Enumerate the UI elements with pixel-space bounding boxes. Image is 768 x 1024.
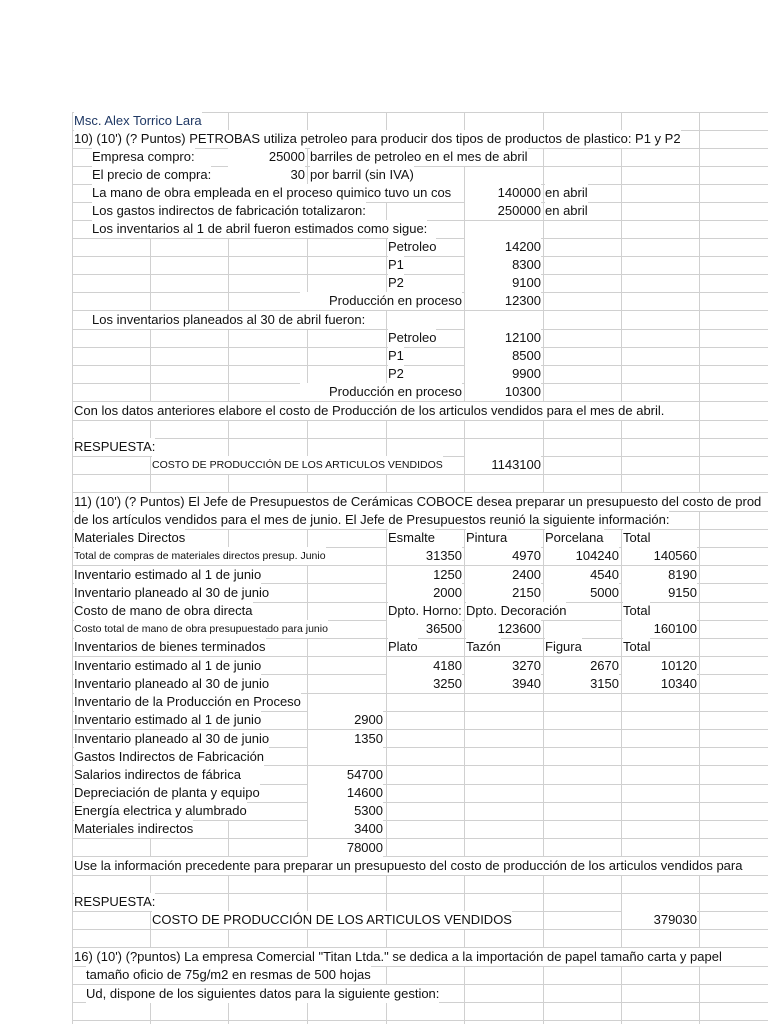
grid-row — [72, 893, 768, 912]
column-header: Tazón — [466, 639, 501, 654]
cell-value: 2670 — [544, 657, 619, 675]
grid-row — [72, 929, 768, 948]
column-header: Porcelana — [545, 530, 604, 545]
cell-label: Los inventarios planeados al 30 de abril fueron: — [92, 312, 366, 327]
column-header: Total — [623, 603, 651, 618]
problem-16-title: 16) (10') (?puntos) La empresa Comercial "Titan Ltda." se dedica a la importación de papel tamaño carta y papel — [74, 949, 722, 964]
cell-value: 140000 — [465, 184, 541, 202]
cell-value: 10340 — [622, 675, 697, 693]
cell-text: en abril — [545, 203, 588, 218]
section-label: Inventario de la Producción en Proceso — [74, 694, 301, 709]
cell-value: 4180 — [387, 657, 462, 675]
inventory-value: 12300 — [465, 292, 541, 310]
inventory-value: 12100 — [465, 329, 541, 347]
cell-value: 10120 — [622, 657, 697, 675]
inventory-label: P2 — [388, 366, 404, 381]
grid-row — [72, 875, 768, 894]
cell-value: 14600 — [308, 784, 383, 802]
inventory-value: 8300 — [465, 256, 541, 274]
cell-value: 160100 — [622, 620, 697, 638]
inventory-label: Producción en proceso — [300, 383, 462, 401]
author-name: Msc. Alex Torrico Lara — [74, 113, 202, 128]
cell-label: Los inventarios al 1 de abril fueron estimados como sigue: — [92, 221, 428, 236]
grid-row — [72, 256, 768, 275]
row-label: Inventario estimado al 1 de junio — [74, 658, 262, 673]
problem-11-title: 11) (10') (? Puntos) El Jefe de Presupuestos de Cerámicas COBOCE desea preparar un presupuesto del costo de prod — [74, 494, 762, 509]
cell-value: 3250 — [387, 675, 462, 693]
inventory-value: 9100 — [465, 274, 541, 292]
instruction: Con los datos anteriores elabore el costo de Producción de los articulos vendidos para el mes de abril. — [74, 403, 665, 418]
answer-label: COSTO DE PRODUCCIÓN DE LOS ARTICULOS VENDIDOS — [152, 456, 443, 474]
answer-label: COSTO DE PRODUCCIÓN DE LOS ARTICULOS VENDIDOS — [152, 912, 512, 927]
column-header: Figura — [545, 639, 582, 654]
grid-row — [72, 438, 768, 457]
row-label: Inventario planeado al 30 de junio — [74, 676, 270, 691]
problem-16-line: tamaño oficio de 75g/m2 en resmas de 500 hojas — [86, 967, 371, 982]
column-header: Esmalte — [388, 530, 435, 545]
cell-value: 3940 — [465, 675, 541, 693]
grid-row — [72, 420, 768, 439]
grid-row — [72, 1020, 768, 1024]
column-header: Pintura — [466, 530, 508, 545]
inventory-label: Producción en proceso — [300, 292, 462, 310]
cell-label: Empresa compro: — [92, 149, 195, 164]
section-label: Materiales Directos — [74, 530, 186, 545]
cell-value: 31350 — [387, 547, 462, 565]
inventory-label: P1 — [388, 348, 404, 363]
cell-value: 1250 — [387, 566, 462, 584]
cell-value: 250000 — [465, 202, 541, 220]
column-header: Dpto. Horno: — [388, 602, 464, 620]
cell-value: 3400 — [308, 820, 383, 838]
section-label: Costo de mano de obra directa — [74, 603, 253, 618]
row-label: Materiales indirectos — [74, 821, 194, 836]
row-label: Total de compras de materiales directos presup. Junio — [74, 547, 326, 565]
cell-value: 3150 — [544, 675, 619, 693]
cell-value: 5000 — [544, 584, 619, 602]
cell-value: 4540 — [544, 566, 619, 584]
cell-value: 4970 — [465, 547, 541, 565]
cell-value: 2900 — [308, 711, 383, 729]
row-label: Energía electrica y alumbrado — [74, 803, 247, 818]
cell-label: Los gastos indirectos de fabricación totalizaron: — [92, 203, 366, 218]
grid-row — [72, 838, 768, 857]
grid-row — [72, 474, 768, 493]
inventory-value: 9900 — [465, 365, 541, 383]
cell-value: 123600 — [465, 620, 541, 638]
cell-value: 9150 — [622, 584, 697, 602]
problem-16-line: Ud, dispone de los siguientes datos para la siguiente gestion: — [86, 986, 440, 1001]
cell-value: 54700 — [308, 766, 383, 784]
inventory-label: Petroleo — [388, 330, 437, 345]
cell-value: 36500 — [387, 620, 462, 638]
row-label: Inventario planeado al 30 de junio — [74, 585, 270, 600]
answer-value: 379030 — [622, 911, 697, 929]
inventory-label: P2 — [388, 275, 404, 290]
grid-row — [72, 347, 768, 366]
cell-value: 104240 — [544, 547, 619, 565]
inventory-label: Petroleo — [388, 239, 437, 254]
problem-11-title-cont: de los artículos vendidos para el mes de junio. El Jefe de Presupuestos reunió la siguiente información: — [74, 512, 670, 527]
cell-value: 5300 — [308, 802, 383, 820]
row-label: Salarios indirectos de fábrica — [74, 767, 241, 782]
row-label: Inventario estimado al 1 de junio — [74, 567, 262, 582]
column-header: Total — [623, 530, 651, 545]
column-header: Plato — [388, 639, 418, 654]
respuesta-label: RESPUESTA: — [74, 894, 156, 909]
section-label: Gastos Indirectos de Fabricación — [74, 749, 265, 764]
column-header: Total — [623, 639, 651, 654]
cell-text: en abril — [545, 185, 588, 200]
grid-row — [72, 1002, 768, 1021]
row-label: Inventario planeado al 30 de junio — [74, 731, 270, 746]
cell-value: 1350 — [308, 730, 383, 748]
section-label: Inventarios de bienes terminados — [74, 639, 266, 654]
row-label: Costo total de mano de obra presupuestado para junio — [74, 620, 328, 638]
problem-10-title: 10) (10') (? Puntos) PETROBAS utiliza petroleo para producir dos tipos de productos de plastico: P1 y P2 — [74, 131, 681, 146]
inventory-label: P1 — [388, 257, 404, 272]
cell-value: 25000 — [228, 148, 305, 166]
row-label: Inventario estimado al 1 de junio — [74, 712, 262, 727]
row-label: Depreciación de planta y equipo — [74, 785, 260, 800]
inventory-value: 10300 — [465, 383, 541, 401]
cell-label: El precio de compra: — [92, 167, 212, 182]
instruction: Use la información precedente para preparar un presupuesto del costo de producción de los articulos vendidos para — [74, 858, 743, 873]
cell-value: 30 — [228, 166, 305, 184]
cell-text: barriles de petroleo en el mes de abril — [310, 149, 528, 164]
cell-value: 140560 — [622, 547, 697, 565]
cell-label: La mano de obra empleada en el proceso quimico tuvo un cos — [92, 184, 464, 202]
cell-text: por barril (sin IVA) — [310, 167, 414, 182]
cell-value: 2150 — [465, 584, 541, 602]
total-value: 78000 — [308, 839, 383, 857]
grid-row — [72, 365, 768, 384]
inventory-value: 14200 — [465, 238, 541, 256]
cell-value: 2000 — [387, 584, 462, 602]
cell-value: 3270 — [465, 657, 541, 675]
inventory-value: 8500 — [465, 347, 541, 365]
column-header: Dpto. Decoración — [466, 603, 567, 618]
cell-value: 2400 — [465, 566, 541, 584]
grid-row — [72, 274, 768, 293]
cell-value: 8190 — [622, 566, 697, 584]
answer-value: 1143100 — [465, 456, 541, 474]
respuesta-label: RESPUESTA: — [74, 439, 156, 454]
